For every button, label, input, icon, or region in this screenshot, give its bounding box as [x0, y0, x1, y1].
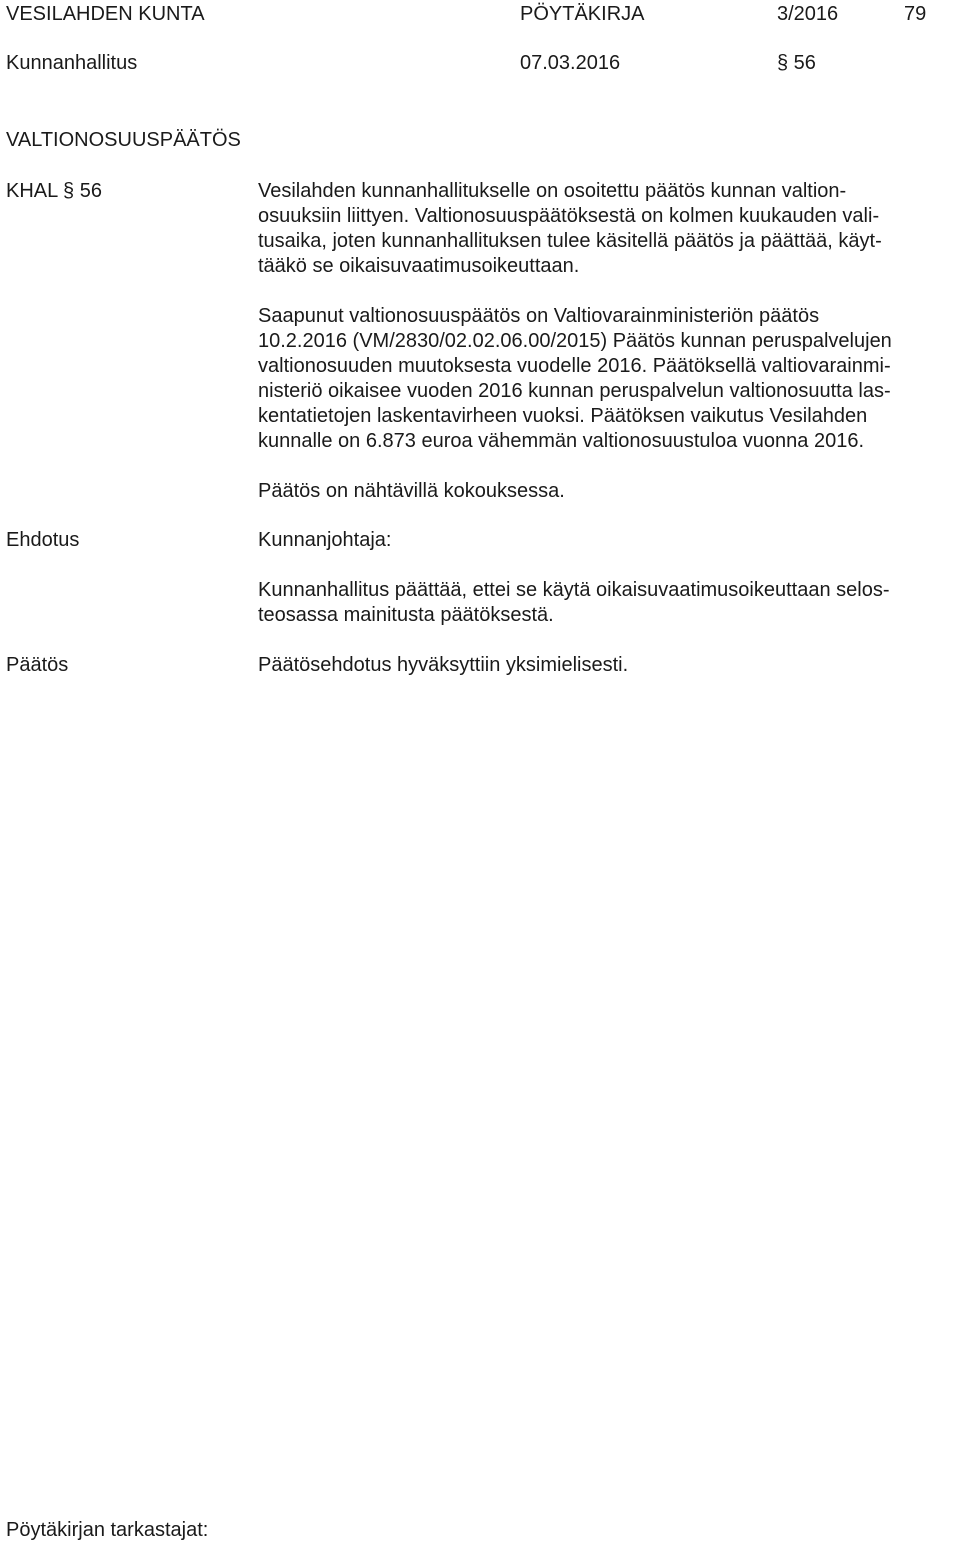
header-section: § 56 — [777, 52, 816, 74]
decision-text: Päätösehdotus hyväksyttiin yksimielisesti. — [258, 654, 629, 676]
proposal-label: Ehdotus — [6, 529, 80, 551]
header-date: 07.03.2016 — [520, 52, 621, 74]
paragraph-line: nisteriö oikaisee vuoden 2016 kunnan peruspalvelun valtionosuutta las- — [258, 380, 891, 402]
proposal-line: teosassa mainitusta päätöksestä. — [258, 604, 554, 626]
paragraph-line: kunnalle on 6.873 euroa vähemmän valtionosuustuloa vuonna 2016. — [258, 430, 864, 452]
proposal-proposer: Kunnanjohtaja: — [258, 529, 392, 551]
header-doc-type: PÖYTÄKIRJA — [520, 3, 645, 25]
paragraph-intro — [258, 179, 958, 279]
header-municipality: VESILAHDEN KUNTA — [6, 3, 205, 25]
header-doc-number: 3/2016 — [777, 3, 839, 25]
paragraph-line: Saapunut valtionosuuspäätös on Valtiovarainministeriön päätös — [258, 305, 820, 327]
paragraph-line: tääkö se oikaisuvaatimusoikeuttaan. — [258, 255, 580, 277]
decision-label: Päätös — [6, 654, 69, 676]
proposal-text — [258, 578, 958, 628]
paragraph-line: osuuksiin liittyen. Valtionosuuspäätöksestä on kolmen kuukauden vali- — [258, 205, 880, 227]
footer-signatories-label: Pöytäkirjan tarkastajat: — [6, 1519, 209, 1541]
proposal-line: Kunnanhallitus päättää, ettei se käytä oikaisuvaatimusoikeuttaan selos- — [258, 579, 890, 601]
header-body: Kunnanhallitus — [6, 52, 138, 74]
paragraph-decision-details — [258, 304, 958, 454]
paragraph-line: 10.2.2016 (VM/2830/02.02.06.00/2015) Päätös kunnan peruspalvelujen — [258, 330, 892, 352]
header-page-number: 79 — [904, 3, 927, 25]
paragraph-line: valtionosuuden muutoksesta vuodelle 2016. Päätöksellä valtiovarainmi- — [258, 355, 891, 377]
paragraph-line: tusaika, joten kunnanhallituksen tulee käsitellä päätös ja päättää, käyt- — [258, 230, 882, 252]
paragraph-line: kentatietojen laskentavirheen vuoksi. Päätöksen vaikutus Vesilahden — [258, 405, 868, 427]
matter-title: VALTIONOSUUSPÄÄTÖS — [6, 129, 241, 151]
paragraph-availability: Päätös on nähtävillä kokouksessa. — [258, 480, 565, 502]
matter-ref: KHAL § 56 — [6, 180, 102, 202]
paragraph-line: Vesilahden kunnanhallitukselle on osoitettu päätös kunnan valtion- — [258, 180, 847, 202]
